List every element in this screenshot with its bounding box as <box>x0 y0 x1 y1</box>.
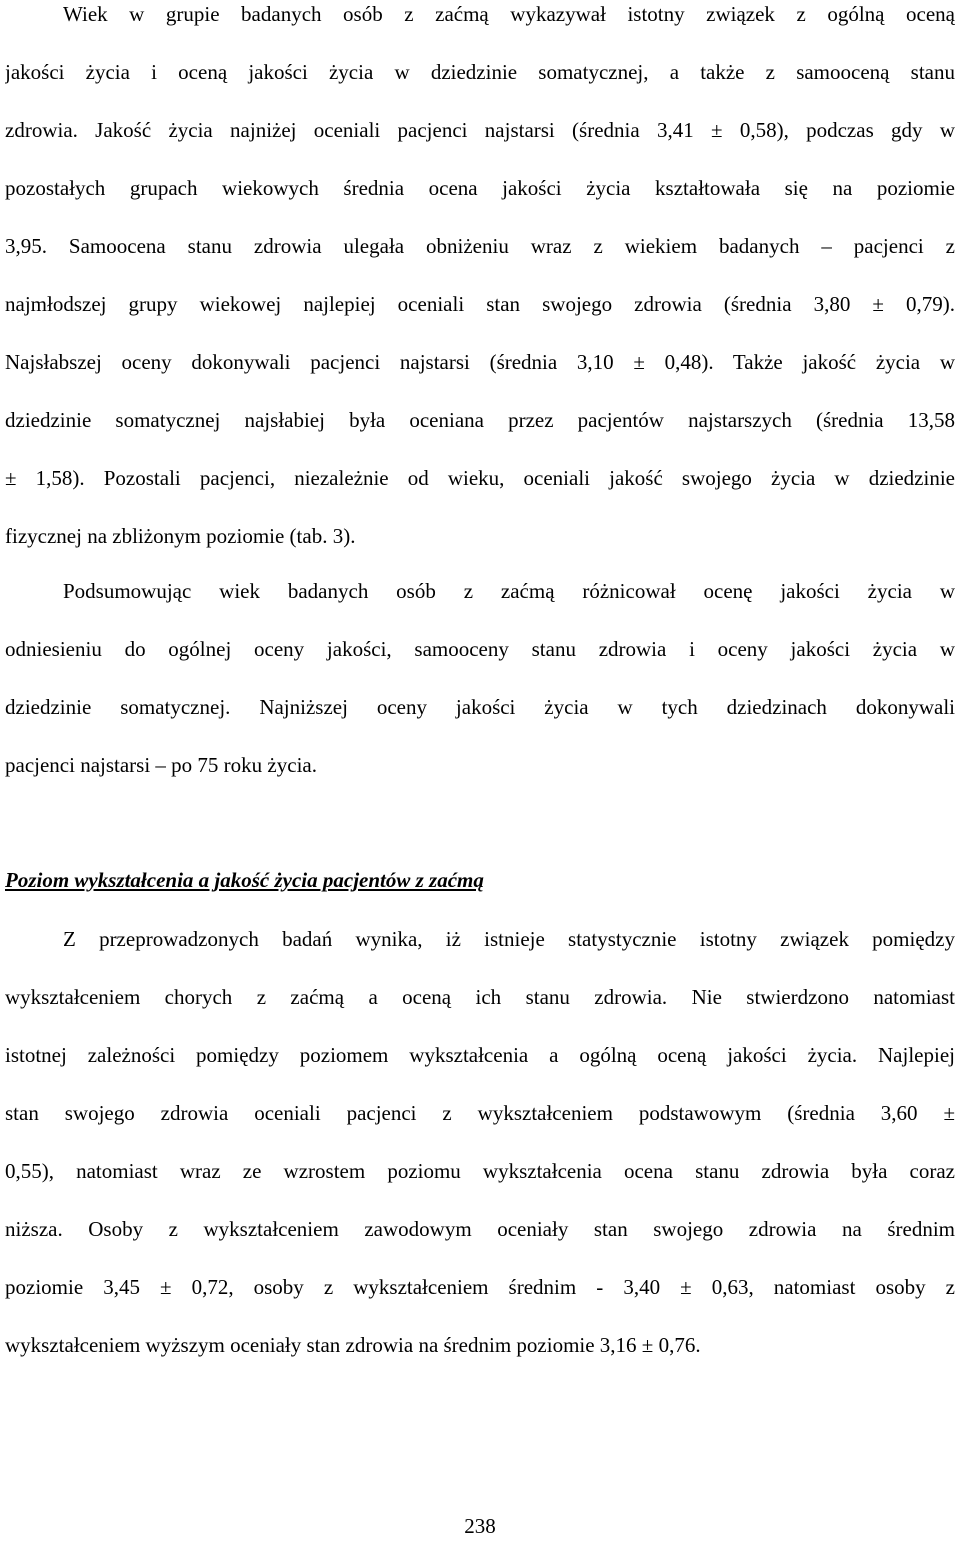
paragraph-line: istotnej zależności pomiędzy poziomem wykształcenia a ogólną oceną jakości życia. Najlepiej <box>5 1043 955 1067</box>
paragraph-line: Najsłabszej oceny dokonywali pacjenci najstarsi (średnia 3,10 ± 0,48). Także jakość życia w <box>5 350 955 374</box>
paragraph-line: jakości życia i oceną jakości życia w dziedzinie somatycznej, a także z samooceną stanu <box>5 60 955 84</box>
page-number: 238 <box>464 1514 496 1538</box>
paragraph-line: ± 1,58). Pozostali pacjenci, niezależnie od wieku, oceniali jakość swojego życia w dziedzinie <box>5 466 955 490</box>
paragraph-line: 3,95. Samoocena stanu zdrowia ulegała obniżeniu wraz z wiekiem badanych – pacjenci z <box>5 234 955 258</box>
paragraph-line: Podsumowując wiek badanych osób z zaćmą różnicował ocenę jakości życia w <box>63 579 955 603</box>
paragraph-line: stan swojego zdrowia oceniali pacjenci z wykształceniem podstawowym (średnia 3,60 ± <box>5 1101 955 1125</box>
paragraph-line: zdrowia. Jakość życia najniżej oceniali pacjenci najstarsi (średnia 3,41 ± 0,58), podczas gdy w <box>5 118 955 142</box>
paragraph-line: odniesieniu do ogólnej oceny jakości, samooceny stanu zdrowia i oceny jakości życia w <box>5 637 955 661</box>
paragraph-line: dziedzinie somatycznej najsłabiej była oceniana przez pacjentów najstarszych (średnia 13,58 <box>5 408 955 432</box>
paragraph-line: poziomie 3,45 ± 0,72, osoby z wykształceniem średnim - 3,40 ± 0,63, natomiast osoby z <box>5 1275 955 1299</box>
paragraph-line: wykształceniem wyższym oceniały stan zdrowia na średnim poziomie 3,16 ± 0,76. <box>5 1333 701 1357</box>
paragraph-line: wykształceniem chorych z zaćmą a oceną ich stanu zdrowia. Nie stwierdzono natomiast <box>5 985 955 1009</box>
paragraph-line: Wiek w grupie badanych osób z zaćmą wykazywał istotny związek z ogólną oceną <box>63 2 955 26</box>
paragraph-line: 0,55), natomiast wraz ze wzrostem poziomu wykształcenia ocena stanu zdrowia była coraz <box>5 1159 955 1183</box>
paragraph-line: dziedzinie somatycznej. Najniższej oceny jakości życia w tych dziedzinach dokonywali <box>5 695 955 719</box>
paragraph-line: pozostałych grupach wiekowych średnia ocena jakości życia kształtowała się na poziomie <box>5 176 955 200</box>
paragraph-line: niższa. Osoby z wykształceniem zawodowym oceniały stan swojego zdrowia na średnim <box>5 1217 955 1241</box>
paragraph-line: fizycznej na zbliżonym poziomie (tab. 3). <box>5 524 356 548</box>
section-heading: Poziom wykształcenia a jakość życia pacjentów z zaćmą <box>5 868 484 892</box>
paragraph-line: Z przeprowadzonych badań wynika, iż istnieje statystycznie istotny związek pomiędzy <box>63 927 955 951</box>
paragraph-line: najmłodszej grupy wiekowej najlepiej oceniali stan swojego zdrowia (średnia 3,80 ± 0,79). <box>5 292 955 316</box>
paragraph-line: pacjenci najstarsi – po 75 roku życia. <box>5 753 317 777</box>
